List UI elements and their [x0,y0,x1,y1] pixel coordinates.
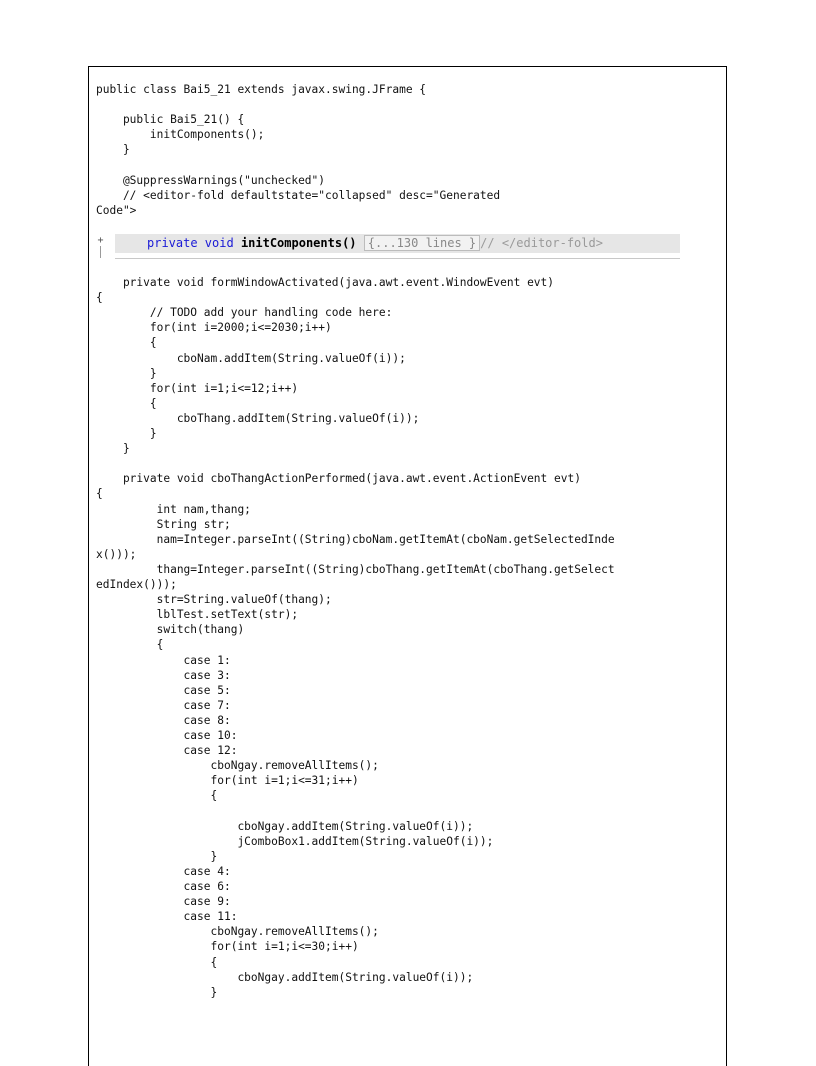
code-line: str=String.valueOf(thang); [96,593,332,607]
fold-method-name: initComponents() [240,236,357,250]
code-line: case 7: [96,698,231,712]
code-line: { [96,789,218,803]
code-line: private void cboThangActionPerformed(java.awt.event.ActionEvent evt) [96,472,581,486]
fold-gutter-line [100,246,101,258]
code-line: cboNgay.removeAllItems(); [96,759,379,773]
code-line: case 11: [96,910,238,924]
code-line: private void formWindowActivated(java.awt.event.WindowEvent evt) [96,276,555,289]
code-line: Code"> [96,203,137,217]
code-line: case 4: [96,864,231,878]
code-line: case 5: [96,683,231,697]
code-line: case 8: [96,713,231,727]
collapsed-fold-label[interactable]: {...130 lines } [364,235,480,251]
code-line: thang=Integer.parseInt((String)cboThang.getItemAt(cboThang.getSelect [96,562,615,576]
code-line: { [96,291,103,305]
code-line: edIndex())); [96,578,177,591]
fold-divider [115,258,680,259]
code-line: case 1: [96,653,231,667]
fold-modifiers: private void [147,236,234,250]
code-line: for(int i=1;i<=31;i++) [96,774,359,788]
code-line: // <editor-fold defaultstate="collapsed" desc="Generated [96,188,501,202]
code-line: x())); [96,547,137,561]
fold-end-comment: // </editor-fold> [480,236,603,250]
code-line: cboNgay.addItem(String.valueOf(i)); [96,970,474,984]
code-line: { [96,396,157,410]
code-line: cboThang.addItem(String.valueOf(i)); [96,411,420,425]
code-line: for(int i=2000;i<=2030;i++) [96,321,332,335]
code-line: { [96,336,157,350]
code-line: cboNgay.removeAllItems(); [96,925,379,939]
code-line: } [96,985,218,999]
code-line: } [96,849,218,863]
code-line: case 6: [96,880,231,893]
fold-expand-icon[interactable]: + [97,235,104,246]
code-line: } [96,143,130,157]
code-line: lblTest.setText(str); [96,608,299,622]
code-line: } [96,442,130,456]
code-line: } [96,427,157,440]
code-line: for(int i=1;i<=12;i++) [96,381,299,395]
code-line: int nam,thang; [96,502,251,516]
code-line: cboNgay.addItem(String.valueOf(i)); [96,819,474,833]
code-line: } [96,366,157,380]
collapsed-method-line [147,236,603,251]
code-line: case 12: [96,744,238,758]
code-line: for(int i=1;i<=30;i++) [96,940,359,954]
code-line: public Bai5_21() { [96,113,245,127]
code-line: cboNam.addItem(String.valueOf(i)); [96,351,406,365]
code-line: // TODO add your handling code here: [96,306,393,320]
code-line: nam=Integer.parseInt((String)cboNam.getItemAt(cboNam.getSelectedInde [96,532,615,546]
code-line: jComboBox1.addItem(String.valueOf(i)); [96,834,494,848]
code-line: { [96,638,164,652]
code-line: switch(thang) [96,623,245,637]
code-line: case 10: [96,729,238,742]
code-line: String str; [96,517,231,531]
code-line: @SuppressWarnings("unchecked") [96,173,326,187]
code-line: initComponents(); [96,128,265,142]
code-line: { [96,487,103,501]
code-line: public class Bai5_21 extends javax.swing.JFrame { [96,83,427,96]
code-line: case 3: [96,668,231,682]
code-line: case 9: [96,895,231,909]
code-line: { [96,955,218,969]
